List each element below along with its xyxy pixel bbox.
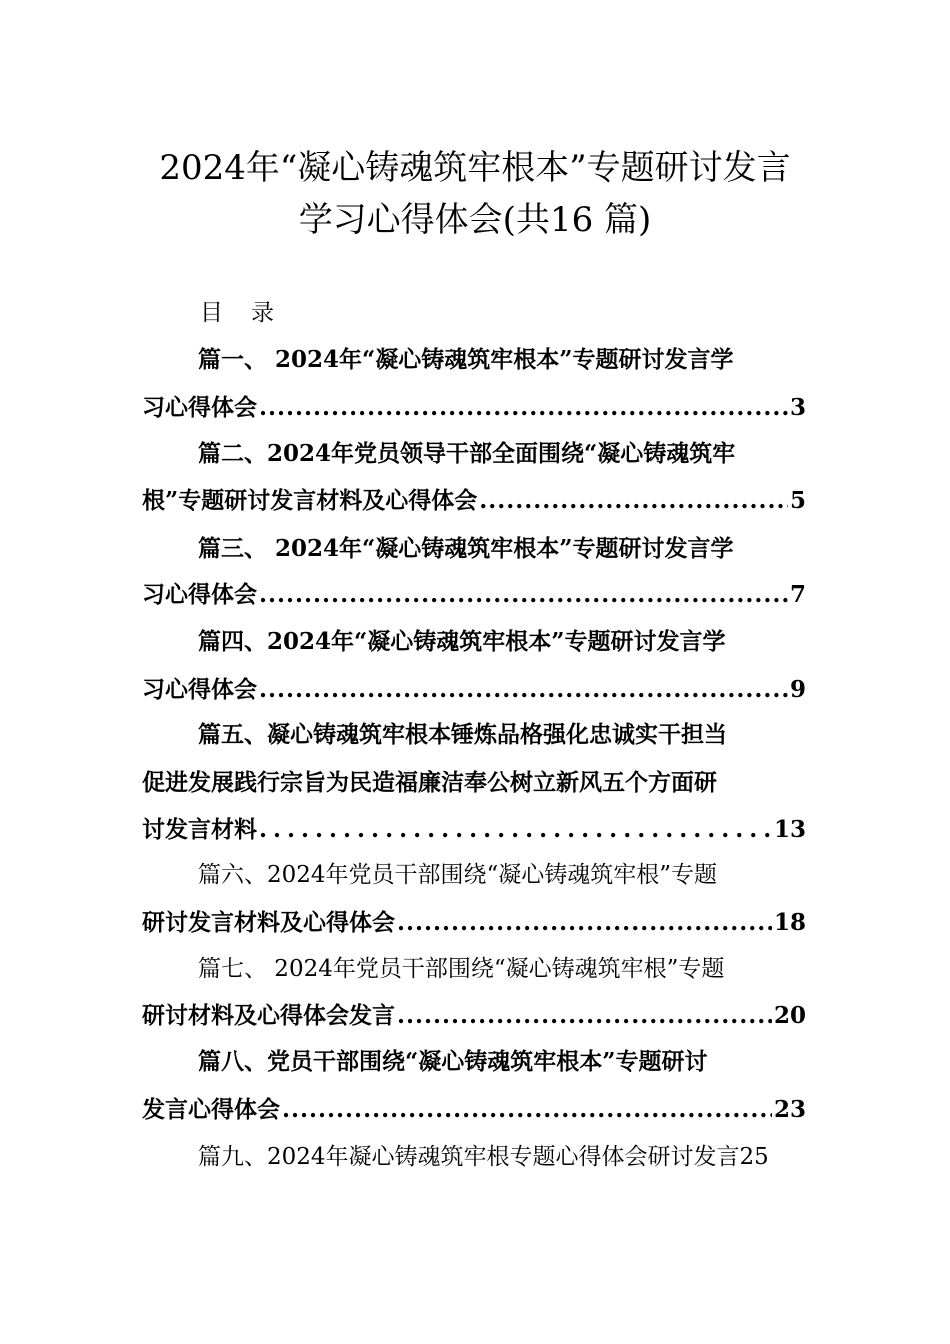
toc-entry-8-leader[interactable] — [142, 1093, 806, 1127]
toc-entry-6-last: 研讨发言材料及心得体会 — [142, 909, 395, 936]
toc-entry-5-last: 讨发言材料 — [142, 816, 257, 843]
toc-entry-5-page: 13 — [773, 816, 806, 843]
toc-entry-3-line-1[interactable]: 篇三、 2024年“凝心铸魂筑牢根本”专题研讨发言学 — [198, 535, 734, 562]
toc-entry-1-last: 习心得体会 — [142, 394, 257, 421]
leader-dots — [259, 391, 788, 425]
toc-entry-7-last: 研讨材料及心得体会发言 — [142, 1002, 395, 1029]
toc-entry-1-leader[interactable] — [142, 391, 806, 425]
toc-entry-1-line-1[interactable]: 篇一、 2024年“凝心铸魂筑牢根本”专题研讨发言学 — [198, 346, 734, 373]
toc-entry-9-line-1[interactable]: 篇九、2024年凝心铸魂筑牢根专题心得体会研讨发言25 — [198, 1144, 769, 1170]
leader-dots — [282, 1093, 772, 1127]
toc-entry-8-last: 发言心得体会 — [142, 1096, 280, 1123]
toc-entry-6-leader[interactable] — [142, 906, 806, 940]
toc-entry-2-line-1[interactable]: 篇二、2024年党员领导干部全面围绕“凝心铸魂筑牢 — [198, 440, 736, 467]
toc-entry-5-leader[interactable] — [142, 813, 806, 847]
toc-entry-2-leader[interactable] — [142, 484, 806, 518]
toc-entry-2-last: 根”专题研讨发言材料及心得体会 — [142, 487, 478, 514]
toc-entry-3-page: 7 — [789, 581, 806, 608]
leader-dots — [479, 484, 788, 518]
toc-entry-7-leader[interactable] — [142, 999, 806, 1033]
document-title-line-2: 学习心得体会(共16 篇) — [298, 200, 652, 240]
leader-dots — [259, 813, 772, 847]
toc-heading-left: 目 — [200, 300, 223, 326]
toc-entry-4-line-1[interactable]: 篇四、2024年“凝心铸魂筑牢根本”专题研讨发言学 — [198, 628, 726, 655]
toc-entry-5-line-1[interactable]: 篇五、凝心铸魂筑牢根本锤炼品格强化忠诚实干担当 — [198, 721, 727, 748]
toc-entry-7-page: 20 — [773, 1002, 806, 1029]
leader-dots — [259, 673, 788, 707]
toc-heading-right: 录 — [251, 300, 274, 326]
toc-entry-3-leader[interactable] — [142, 578, 806, 612]
toc-entry-6-page: 18 — [773, 909, 806, 936]
toc-entry-8-page: 23 — [773, 1096, 806, 1123]
toc-entry-1-page: 3 — [789, 394, 806, 421]
toc-entry-8-line-1[interactable]: 篇八、党员干部围绕“凝心铸魂筑牢根本”专题研讨 — [198, 1048, 708, 1075]
leader-dots — [259, 578, 788, 612]
toc-entry-5-line-2[interactable]: 促进发展践行宗旨为民造福廉洁奉公树立新风五个方面研 — [142, 769, 717, 796]
toc-entry-2-page: 5 — [789, 487, 806, 514]
toc-entry-7-line-1[interactable]: 篇七、 2024年党员干部围绕“凝心铸魂筑牢根”专题 — [198, 956, 725, 982]
toc-entry-4-page: 9 — [789, 676, 806, 703]
toc-entry-6-line-1[interactable]: 篇六、2024年党员干部围绕“凝心铸魂筑牢根”专题 — [198, 862, 718, 888]
document-title-line-1: 2024年“凝心铸魂筑牢根本”专题研讨发言 — [159, 148, 791, 188]
toc-heading — [200, 296, 274, 330]
toc-entry-4-last: 习心得体会 — [142, 676, 257, 703]
toc-entry-4-leader[interactable] — [142, 673, 806, 707]
leader-dots — [397, 999, 772, 1033]
toc-entry-3-last: 习心得体会 — [142, 581, 257, 608]
leader-dots — [397, 906, 772, 940]
